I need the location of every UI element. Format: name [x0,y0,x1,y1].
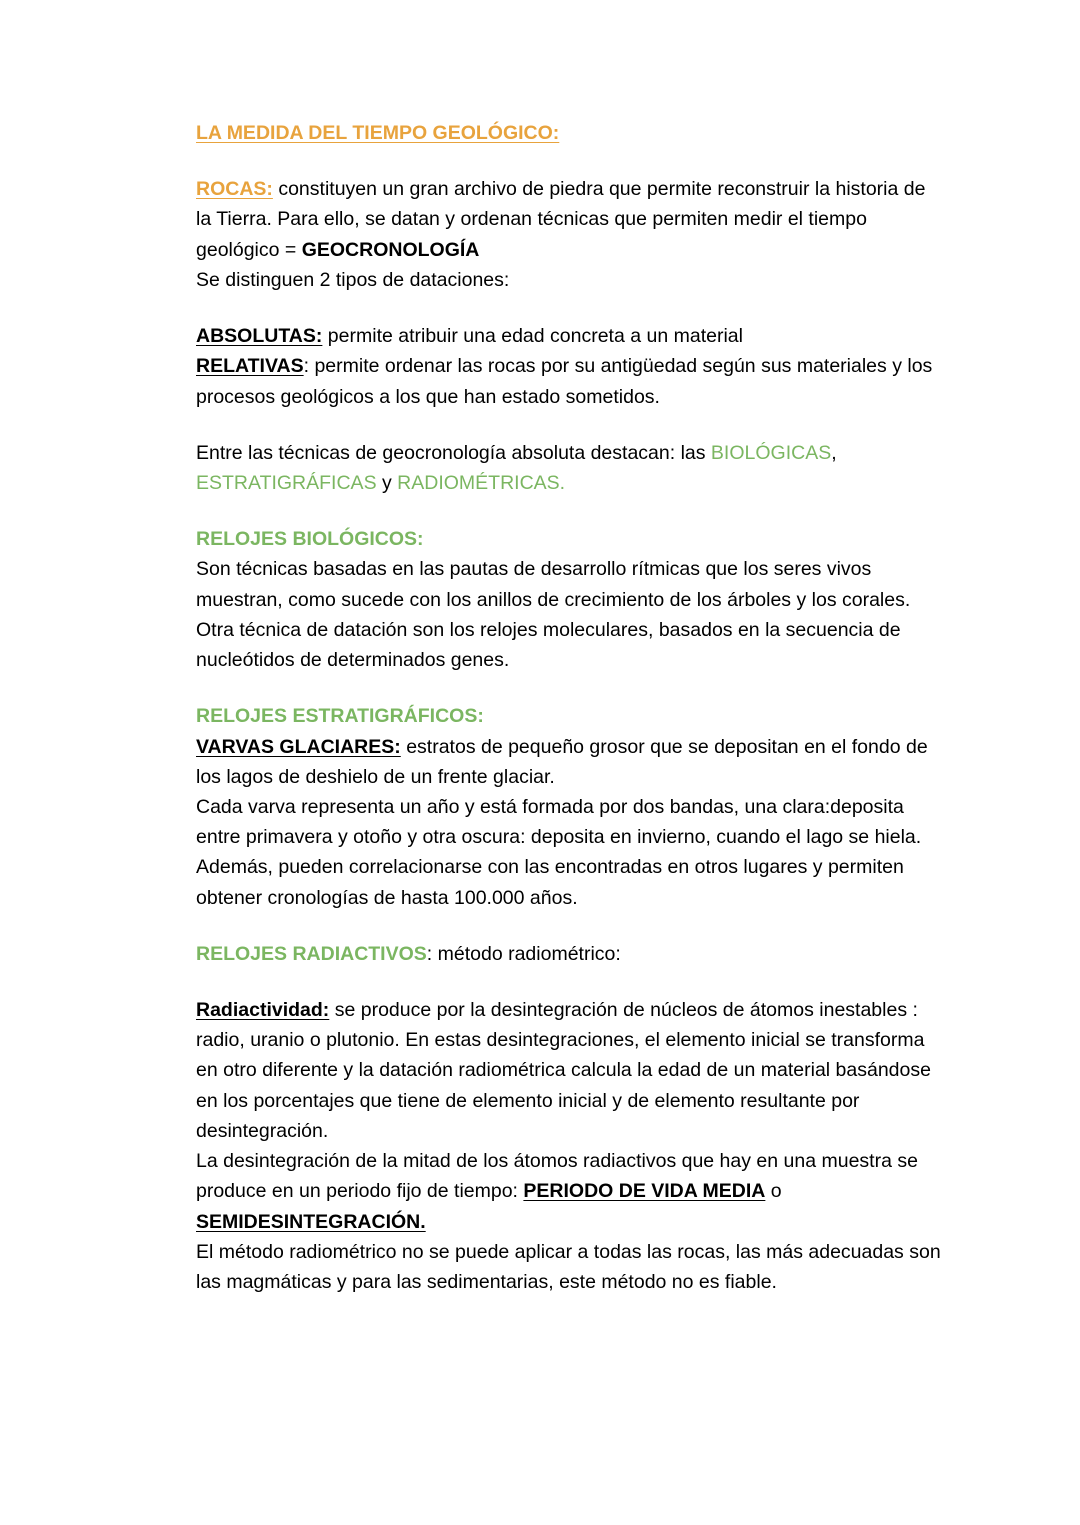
vida-media-term: PERIODO DE VIDA MEDIA [523,1180,766,1203]
paragraph-radiactividad [196,995,945,1146]
relojes-biologicos-body: Son técnicas basadas en las pautas de desarrollo rítmicas que los seres vivos muestran, como sucede con los anillos de crecimiento de los árboles y los corales. Otra técnica de datación son los relojes moleculares, basados en la secuencia de nucleótidos de determinados genes. [196,558,911,672]
paragraph-rocas [196,174,945,265]
tecnica-biologicas: BIOLÓGICAS [710,441,832,464]
tecnica-estratigraficas: ESTRATIGRÁFICAS [196,471,377,494]
tecnicas-intro: Entre las técnicas de geocronología absoluta destacan: las [196,441,711,464]
varvas-label: VARVAS GLACIARES: [196,735,401,758]
paragraph-tecnicas [196,438,945,498]
rocas-label: ROCAS: [196,178,273,201]
vida-media-o: o [765,1180,782,1203]
absolutas-label: ABSOLUTAS: [196,325,323,348]
heading-relojes-radiactivos-suffix: : método radiométrico: [426,942,621,965]
relativas-text: : permite ordenar las rocas por su antigüedad según sus materiales y los procesos geológicos a los que han estado sometidos. [196,355,933,408]
paragraph-relativas [196,351,945,411]
relativas-label: RELATIVAS [196,355,304,378]
paragraph-relojes-biologicos [196,554,945,675]
semidesintegracion-term: SEMIDESINTEGRACIÓN. [196,1210,426,1233]
paragraph-varvas-detalle [196,792,945,913]
varvas-text: estratos de pequeño grosor que se depositan en el fondo de los lagos de deshielo de un frente glaciar. [196,735,928,788]
heading-relojes-radiactivos-text: RELOJES RADIACTIVOS [196,942,427,965]
tipos-dataciones-text: Se distinguen 2 tipos de dataciones: [196,268,510,291]
document-title [196,118,945,148]
heading-relojes-estratigraficos-text: RELOJES ESTRATIGRÁFICOS: [196,705,484,728]
radiactividad-text: se produce por la desintegración de núcleos de átomos inestables : radio, uranio o plutonio. En estas desintegraciones, el elemento inicial se transforma en otro diferente y la datación radiométrica calcula la edad de un material basándose en los porcentajes que tiene de elemento inicial y de elemento resultante por desintegración. [196,999,931,1142]
vida-media-intro: La desintegración de la mitad de los átomos radiactivos que hay en una muestra se produce en un periodo fijo de tiempo: [196,1150,918,1203]
cierre-text: El método radiométrico no se puede aplicar a todas las rocas, las más adecuadas son las magmáticas y para las sedimentarias, este método no es fiable. [196,1240,941,1293]
heading-relojes-radiactivos [196,939,945,969]
document-body [196,118,945,1297]
absolutas-text: permite atribuir una edad concreta a un material [322,325,743,348]
rocas-text: constituyen un gran archivo de piedra que permite reconstruir la historia de la Tierra. Para ello, se datan y ordenan técnicas que permiten medir el tiempo geológico = [196,178,926,261]
tecnica-radiometricas: RADIOMÉTRICAS. [397,471,566,494]
radiactividad-label: Radiactividad: [196,999,330,1022]
paragraph-vida-media [196,1146,945,1237]
geocronologia-term: GEOCRONOLOGÍA [301,238,480,261]
tecnicas-sep-2: y [376,471,398,494]
paragraph-varvas [196,732,945,792]
paragraph-absolutas [196,321,945,351]
paragraph-tipos-dataciones [196,265,945,295]
tecnicas-sep-1: , [831,441,837,464]
heading-relojes-biologicos-text: RELOJES BIOLÓGICOS: [196,528,424,551]
document-title-text: LA MEDIDA DEL TIEMPO GEOLÓGICO: [196,122,560,144]
heading-relojes-biologicos [196,524,945,554]
varvas-detalle-text: Cada varva representa un año y está formada por dos bandas, una clara:deposita entre primavera y otoño y otra oscura: deposita en invierno, cuando el lago se hiela. Además, pueden correlacionarse con las encontradas en otros lugares y permiten obtener cronologías de hasta 100.000 años. [196,795,922,909]
heading-relojes-estratigraficos [196,701,945,731]
paragraph-cierre [196,1237,945,1297]
